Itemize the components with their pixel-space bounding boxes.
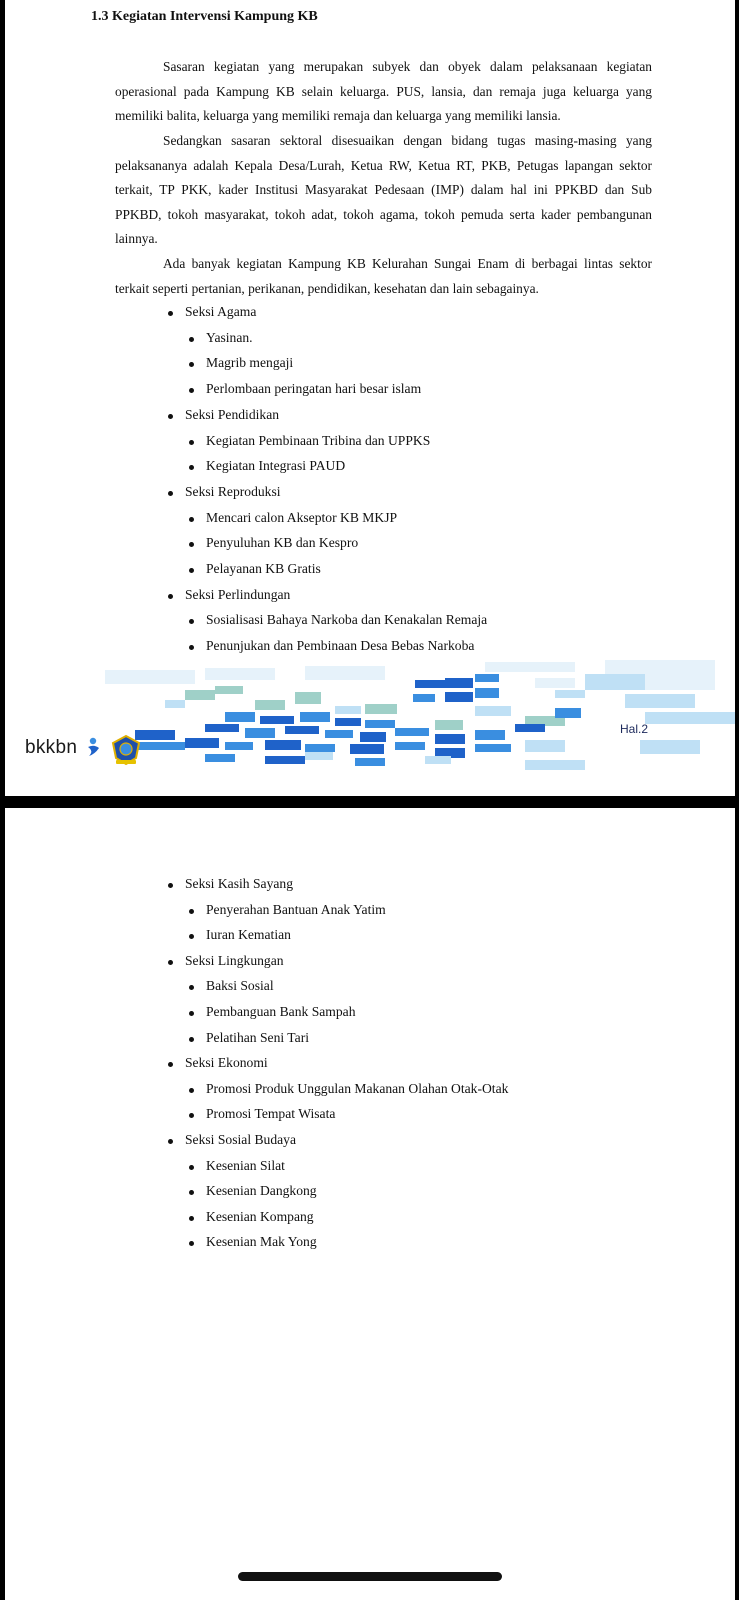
footer-mosaic-block xyxy=(325,730,353,738)
list-section-item xyxy=(185,587,290,603)
footer-mosaic-block xyxy=(525,760,585,770)
bullet-icon xyxy=(189,1011,194,1016)
list-item-text: Kesenian Kompang xyxy=(206,1208,314,1224)
bkkbn-logo: bkkbn xyxy=(25,737,78,758)
list-sub-item xyxy=(206,381,421,397)
footer-mosaic-block xyxy=(625,694,695,708)
footer-mosaic-block xyxy=(215,686,243,694)
list-sub-item xyxy=(206,1004,356,1020)
list-sub-item xyxy=(206,433,430,449)
bullet-icon xyxy=(189,934,194,939)
list-item-text: Promosi Produk Unggulan Makanan Olahan Otak-Otak xyxy=(206,1080,509,1096)
footer-mosaic-block xyxy=(225,742,253,750)
list-item-text: Seksi Lingkungan xyxy=(185,952,284,968)
bullet-icon xyxy=(168,1139,173,1144)
bullet-icon xyxy=(189,1113,194,1118)
bullet-icon xyxy=(189,1241,194,1246)
bullet-icon xyxy=(189,517,194,522)
list-section-item xyxy=(185,407,279,423)
footer-mosaic-block xyxy=(305,666,385,680)
bullet-icon xyxy=(168,883,173,888)
list-item-text: Penyerahan Bantuan Anak Yatim xyxy=(206,901,386,917)
bullet-icon xyxy=(189,619,194,624)
home-indicator[interactable] xyxy=(238,1572,502,1581)
list-item-text: Kegiatan Integrasi PAUD xyxy=(206,458,346,474)
footer-mosaic-block xyxy=(535,678,575,688)
page-number: Hal.2 xyxy=(620,722,649,736)
bullet-icon xyxy=(189,985,194,990)
footer-mosaic-block xyxy=(255,700,285,710)
list-sub-item xyxy=(206,902,386,918)
list-item-text: Promosi Tempat Wisata xyxy=(206,1106,336,1122)
list-section-item xyxy=(185,876,293,892)
list-item-text: Kegiatan Pembinaan Tribina dan UPPKS xyxy=(206,432,431,448)
bullet-icon xyxy=(189,465,194,470)
bullet-icon xyxy=(189,1165,194,1170)
footer-mosaic-block xyxy=(395,728,429,736)
footer-mosaic-block xyxy=(185,690,215,700)
list-sub-item xyxy=(206,355,293,371)
list-sub-item xyxy=(206,1106,335,1122)
footer-mosaic-block xyxy=(365,720,395,728)
bullet-icon xyxy=(168,1062,173,1067)
list-item-text: Seksi Perlindungan xyxy=(185,586,291,602)
footer-mosaic-block xyxy=(335,706,361,714)
footer-mosaic-block xyxy=(225,712,255,722)
footer-mosaic-block xyxy=(265,740,301,750)
footer-mosaic-block xyxy=(205,724,239,732)
list-item-text: Yasinan. xyxy=(206,329,253,345)
list-sub-item xyxy=(206,330,253,346)
list-item-text: Mencari calon Akseptor KB MKJP xyxy=(206,509,398,525)
footer-mosaic-block xyxy=(205,754,235,762)
list-sub-item xyxy=(206,458,345,474)
list-item-text: Pelatihan Seni Tari xyxy=(206,1029,309,1045)
footer-mosaic-block xyxy=(395,742,425,750)
footer-mosaic-block xyxy=(360,732,386,742)
list-item-text: Seksi Ekonomi xyxy=(185,1055,268,1071)
list-item-text: Kesenian Dangkong xyxy=(206,1183,317,1199)
footer-mosaic-block xyxy=(305,744,335,752)
list-sub-item xyxy=(206,1234,317,1250)
document-page-1 xyxy=(5,0,735,796)
section-heading: 1.3 Kegiatan Intervensi Kampung KB xyxy=(91,9,318,24)
list-item-text: Seksi Pendidikan xyxy=(185,406,280,422)
footer-mosaic-block xyxy=(300,712,330,722)
footer-mosaic-block xyxy=(445,678,473,688)
paragraph-2-text: Sedangkan sasaran sektoral disesuaikan dengan bidang tugas masing-masing yang pelaksananya adalah Kepala Desa/Lurah, Ketua RW, Ketua RT, PKB, Petugas lapangan sektor terkait, TP PKK, kader Institusi Masyarakat Pedesaan (IMP) dalam hal ini PPKBD dan Sub PPKBD, tokoh masyarakat, tokoh adat, tokoh agama, tokoh pemuda serta kader pembangunan lainnya. xyxy=(115,133,652,247)
footer-mosaic-block xyxy=(260,716,294,724)
list-item-text: Pembanguan Bank Sampah xyxy=(206,1004,356,1019)
bullet-icon xyxy=(189,440,194,445)
footer-mosaic-block xyxy=(645,712,735,724)
list-sub-item xyxy=(206,978,274,994)
bullet-icon xyxy=(189,362,194,367)
footer-mosaic-block xyxy=(365,704,397,714)
bullet-icon xyxy=(189,645,194,650)
bullet-icon xyxy=(189,1037,194,1042)
footer-mosaic-block xyxy=(350,744,384,754)
list-sub-item xyxy=(206,1030,309,1046)
footer-mosaic-block xyxy=(555,690,585,698)
list-sub-item xyxy=(206,1081,508,1097)
footer-mosaic-block xyxy=(475,688,499,698)
footer-mosaic-block xyxy=(355,758,385,766)
footer-mosaic-block xyxy=(295,692,321,704)
paragraph-2 xyxy=(115,129,652,252)
document-page-2 xyxy=(5,808,735,1600)
list-sub-item xyxy=(206,612,487,628)
list-sub-item xyxy=(206,1183,317,1199)
list-item-text: Perlombaan peringatan hari besar islam xyxy=(206,381,422,397)
list-sub-item xyxy=(206,927,291,943)
list-item-text: Seksi Kasih Sayang xyxy=(185,876,293,891)
list-item-text: Kesenian Silat xyxy=(206,1157,285,1173)
government-emblem-icon xyxy=(110,734,142,766)
list-sub-item xyxy=(206,1209,314,1225)
list-sub-item xyxy=(206,510,397,526)
footer-mosaic-block xyxy=(265,756,305,764)
footer-mosaic-block xyxy=(445,692,473,702)
list-item-text: Pelayanan KB Gratis xyxy=(206,561,321,576)
footer-mosaic-block xyxy=(485,662,575,672)
footer-mosaic-block xyxy=(165,700,185,708)
footer-mosaic-block xyxy=(435,734,465,744)
footer-mosaic-block xyxy=(475,706,511,716)
list-item-text: Seksi Sosial Budaya xyxy=(185,1132,297,1147)
footer-mosaic-block xyxy=(285,726,319,734)
list-item-text: Seksi Reproduksi xyxy=(185,483,281,499)
bullet-icon xyxy=(189,1088,194,1093)
bullet-icon xyxy=(189,388,194,393)
paragraph-3-text: Ada banyak kegiatan Kampung KB Kelurahan Sungai Enam di berbagai lintas sektor terkait seperti pertanian, perikanan, pendidikan, kesehatan dan lain sebagainya. xyxy=(115,256,652,296)
list-item-text: Sosialisasi Bahaya Narkoba dan Kenakalan Remaja xyxy=(206,612,488,628)
bullet-icon xyxy=(189,542,194,547)
bullet-icon xyxy=(168,414,173,419)
list-item-text: Penyuluhan KB dan Kespro xyxy=(206,535,359,551)
list-item-text: Penunjukan dan Pembinaan Desa Bebas Narkoba xyxy=(206,638,475,654)
footer-mosaic-block xyxy=(135,742,185,750)
footer-mosaic-block xyxy=(640,740,700,754)
footer-mosaic-block xyxy=(305,752,333,760)
footer-mosaic-block xyxy=(245,728,275,738)
footer-mosaic-block xyxy=(105,670,195,684)
footer-mosaic-block xyxy=(425,756,451,764)
list-sub-item xyxy=(206,638,474,654)
list-item-text: Iuran Kematian xyxy=(206,927,291,943)
list-sub-item xyxy=(206,535,358,551)
bullet-icon xyxy=(189,909,194,914)
list-section-item xyxy=(185,1055,268,1071)
list-section-item xyxy=(185,484,281,500)
footer-mosaic-block xyxy=(435,720,463,730)
bullet-icon xyxy=(168,311,173,316)
footer-mosaic-block xyxy=(555,708,581,718)
bullet-icon xyxy=(168,594,173,599)
bullet-icon xyxy=(168,960,173,965)
paragraph-3 xyxy=(115,252,652,301)
list-section-item xyxy=(185,1132,296,1148)
list-item-text: Baksi Sosial xyxy=(206,978,274,994)
footer-mosaic-block xyxy=(475,730,505,740)
list-item-text: Kesenian Mak Yong xyxy=(206,1234,317,1250)
list-sub-item xyxy=(206,561,321,577)
list-item-text: Magrib mengaji xyxy=(206,355,294,371)
footer-mosaic-block xyxy=(335,718,361,726)
paragraph-1-text: Sasaran kegiatan yang merupakan subyek dan obyek dalam pelaksanaan kegiatan operasional pada Kampung KB selain keluarga. PUS, lansia, dan remaja juga keluarga yang memiliki balita, keluarga yang memiliki remaja dan keluarga yang memiliki lansia. xyxy=(115,59,652,124)
footer-mosaic-block xyxy=(515,724,545,732)
footer-mosaic-block xyxy=(475,674,499,682)
footer-mosaic-block xyxy=(475,744,511,752)
bullet-icon xyxy=(189,337,194,342)
list-section-item xyxy=(185,953,284,969)
footer-mosaic-block xyxy=(413,694,435,702)
bullet-icon xyxy=(168,491,173,496)
list-sub-item xyxy=(206,1158,285,1174)
footer-mosaic-block xyxy=(205,668,275,680)
footer-mosaic-block xyxy=(525,740,565,752)
list-item-text: Seksi Agama xyxy=(185,304,257,319)
footer-mosaic-block xyxy=(185,738,219,748)
bullet-icon xyxy=(189,568,194,573)
bkkbn-logo-mark-icon xyxy=(84,735,108,759)
footer-mosaic-block xyxy=(415,680,445,688)
paragraph-1 xyxy=(115,55,652,129)
footer-mosaic-block xyxy=(585,674,645,690)
list-section-item xyxy=(185,304,256,320)
bullet-icon xyxy=(189,1190,194,1195)
bullet-icon xyxy=(189,1216,194,1221)
